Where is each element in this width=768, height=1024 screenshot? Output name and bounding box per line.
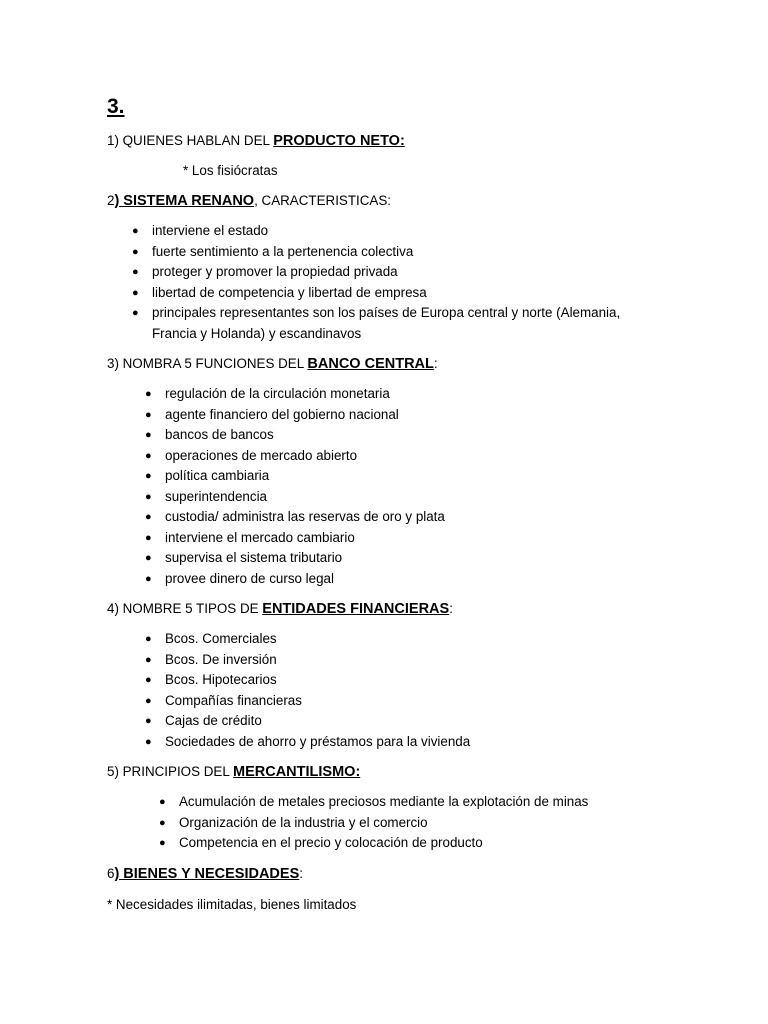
question-1 — [107, 131, 707, 151]
list-item: ● provee dinero de curso legal — [165, 569, 707, 590]
bullet-icon: ● — [145, 408, 152, 421]
bullet-icon: ● — [132, 245, 139, 258]
list-item: ● agente financiero del gobierno nacional — [165, 405, 707, 426]
question-6-answer: * Necesidades ilimitadas, bienes limitados — [107, 896, 357, 912]
bullet-icon: ● — [132, 225, 139, 237]
list-item: ● supervisa el sistema tributario — [165, 548, 707, 569]
question-6-number: 6 — [107, 865, 115, 881]
question-4-list — [145, 629, 707, 752]
list-item: ● libertad de competencia y libertad de empresa — [152, 283, 652, 304]
question-4-suffix: : — [449, 601, 453, 616]
question-5-keyword: MERCANTILISMO: — [233, 764, 361, 780]
list-item: ● Cajas de crédito — [165, 711, 707, 732]
question-4 — [107, 599, 707, 619]
bullet-icon: ● — [159, 837, 166, 849]
document-page — [107, 92, 707, 915]
bullet-icon: ● — [132, 307, 139, 319]
question-3-prefix: 3) NOMBRA 5 FUNCIONES DEL — [107, 356, 308, 371]
question-6 — [107, 864, 707, 884]
bullet-icon: ● — [145, 715, 152, 727]
list-item: ● Bcos. Hipotecarios — [165, 670, 707, 691]
bullet-icon: ● — [145, 511, 152, 523]
bullet-icon: ● — [145, 531, 152, 544]
bullet-icon: ● — [145, 470, 152, 482]
bullet-icon: ● — [145, 388, 152, 400]
bullet-icon: ● — [145, 552, 152, 564]
question-5-prefix: 5) PRINCIPIOS DEL — [107, 764, 234, 779]
question-5-list — [159, 792, 707, 854]
question-1-prefix: 1) QUIENES HABLAN DEL — [107, 133, 274, 148]
list-item: ● fuerte sentimiento a la pertenencia colectiva — [152, 242, 652, 263]
list-item: ● regulación de la circulación monetaria — [165, 384, 707, 405]
bullet-icon: ● — [159, 796, 166, 808]
list-item: ● Organización de la industria y el comercio — [179, 813, 707, 834]
question-4-keyword: ENTIDADES FINANCIERAS — [262, 601, 450, 617]
list-item: ● operaciones de mercado abierto — [165, 446, 707, 467]
question-2-suffix: , CARACTERISTICAS: — [254, 193, 391, 208]
bullet-icon: ● — [132, 266, 139, 278]
question-2-keyword: ) SISTEMA RENANO — [114, 193, 255, 209]
list-item: ● Sociedades de ahorro y préstamos para la vivienda — [165, 732, 707, 753]
question-1-keyword: PRODUCTO NETO: — [273, 133, 405, 149]
question-4-prefix: 4) NOMBRE 5 TIPOS DE — [107, 601, 263, 616]
list-item: ● interviene el estado — [152, 221, 652, 242]
bullet-icon: ● — [145, 653, 152, 666]
list-item: ● interviene el mercado cambiario — [165, 528, 707, 549]
bullet-icon: ● — [145, 429, 152, 441]
list-item: ● Acumulación de metales preciosos mediante la explotación de minas — [179, 792, 707, 813]
question-2 — [107, 191, 707, 211]
bullet-icon: ● — [145, 633, 152, 645]
list-item: ● superintendencia — [165, 487, 707, 508]
question-3-keyword: BANCO CENTRAL — [307, 356, 434, 372]
bullet-icon: ● — [145, 449, 152, 462]
question-6-suffix: : — [299, 865, 303, 881]
question-2-number: 2 — [107, 193, 115, 208]
question-3 — [107, 354, 707, 374]
bullet-icon: ● — [159, 816, 166, 829]
question-5 — [107, 762, 707, 782]
list-item: ● política cambiaria — [165, 466, 707, 487]
question-1-answer: * Los fisiócratas — [183, 163, 278, 178]
list-item: ● bancos de bancos — [165, 425, 707, 446]
list-item: ● principales representantes son los países de Europa central y norte (Alemania, Francia y Holanda) y escandinavos — [132, 305, 621, 341]
page-heading: 3. — [107, 95, 125, 118]
question-3-list — [145, 384, 707, 589]
question-2-list — [132, 221, 652, 344]
bullet-icon: ● — [145, 694, 152, 707]
bullet-icon: ● — [132, 286, 139, 299]
bullet-icon: ● — [145, 572, 152, 585]
bullet-icon: ● — [145, 735, 152, 748]
question-3-suffix: : — [433, 356, 438, 371]
bullet-icon: ● — [145, 490, 152, 503]
bullet-icon: ● — [145, 674, 152, 686]
list-item: ● Compañías financieras — [165, 691, 707, 712]
question-6-keyword: ) BIENES Y NECESIDADES — [114, 865, 300, 882]
list-item: ● proteger y promover la propiedad privada — [152, 262, 652, 283]
list-item: ● Bcos. Comerciales — [165, 629, 707, 650]
list-item: ● Bcos. De inversión — [165, 650, 707, 671]
list-item: ● custodia/ administra las reservas de oro y plata — [165, 507, 707, 528]
list-item: ● Competencia en el precio y colocación de producto — [179, 833, 707, 854]
